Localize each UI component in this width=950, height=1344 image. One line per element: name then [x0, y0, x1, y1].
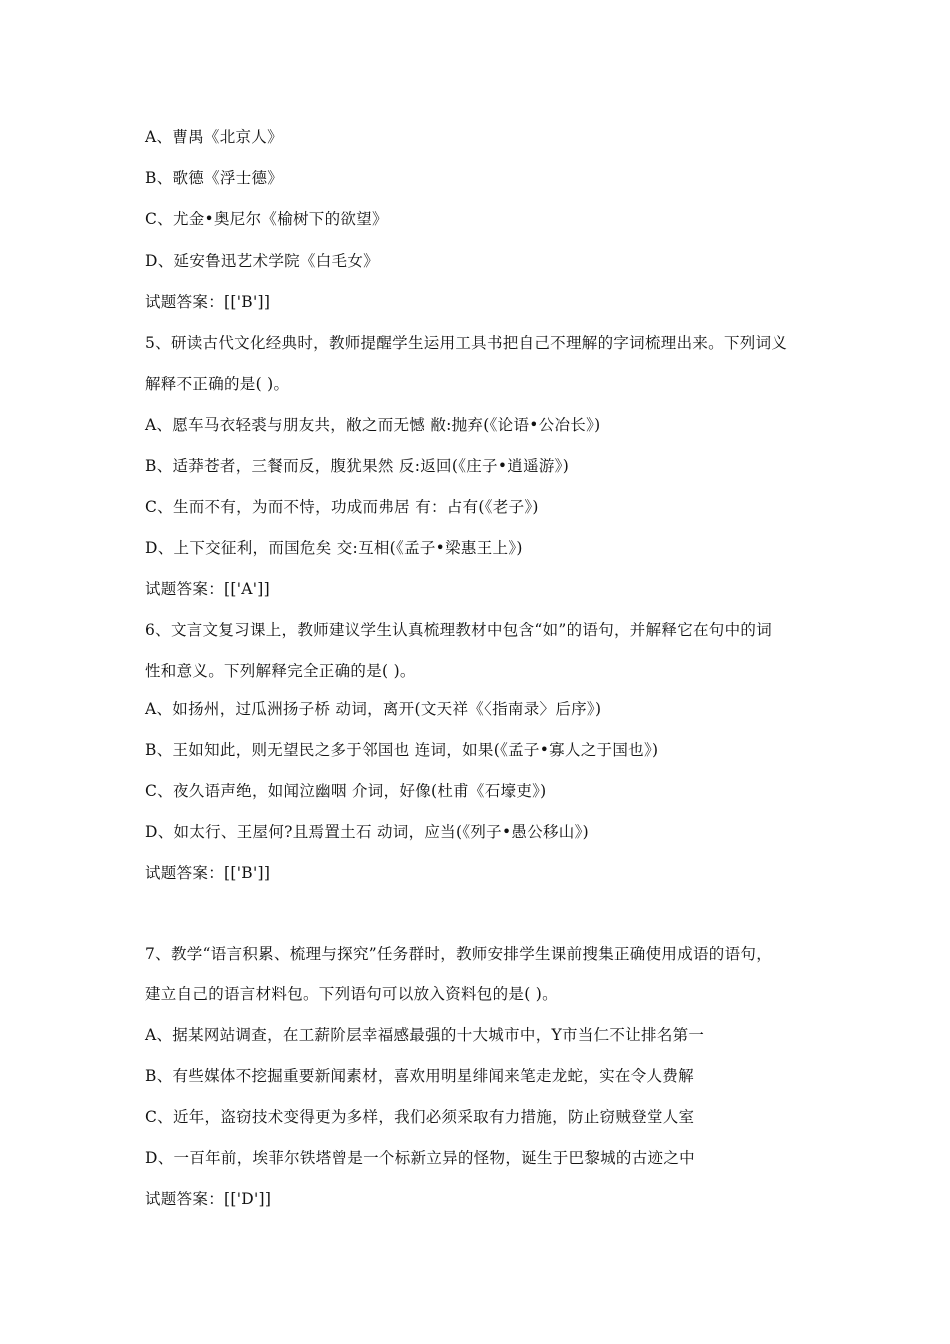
q4-option-b: B、歌德《浮士德》	[145, 169, 284, 187]
q6-option-d: D、如太行、王屋何?且焉置土石 动词，应当(《列子•愚公移山》)	[145, 823, 590, 841]
q7-option-b: B、有些媒体不挖掘重要新闻素材，喜欢用明星绯闻来笔走龙蛇，实在令人费解	[145, 1067, 694, 1085]
q5-answer: 试题答案：[['A']]	[145, 580, 271, 598]
q6-option-a: A、如扬州，过瓜洲扬子桥 动词，离开(文天祥《〈指南录〉后序》)	[145, 700, 602, 718]
q7-answer: 试题答案：[['D']]	[145, 1190, 272, 1208]
q6-option-b: B、王如知此，则无望民之多于邻国也 连词，如果(《孟子•寡人之于国也》)	[145, 741, 659, 759]
q5-option-b: B、适莽苍者，三餐而反，腹犹果然 反:返回(《庄子•逍遥游》)	[145, 457, 570, 475]
q4-option-c: C、尤金•奥尼尔《榆树下的欲望》	[145, 210, 388, 228]
q4-option-a: A、曹禺《北京人》	[145, 128, 283, 146]
q7-option-d: D、一百年前，埃菲尔铁塔曾是一个标新立异的怪物，诞生于巴黎城的古迹之中	[145, 1149, 695, 1167]
q6-answer: 试题答案：[['B']]	[145, 864, 271, 882]
q5-option-d: D、上下交征利，而国危矣 交:互相(《孟子•梁惠王上》)	[145, 539, 523, 557]
q5-stem-line2: 解释不正确的是( )。	[145, 375, 290, 393]
q6-option-c: C、夜久语声绝，如闻泣幽咽 介词，好像(杜甫《石壕吏》)	[145, 782, 547, 800]
q7-stem-line1: 7、教学“语言积累、梳理与探究”任务群时，教师安排学生课前搜集正确使用成语的语句，	[145, 945, 773, 963]
q7-stem-line2: 建立自己的语言材料包。下列语句可以放入资料包的是( )。	[145, 985, 558, 1003]
q4-answer: 试题答案：[['B']]	[145, 293, 271, 311]
q4-option-d: D、延安鲁迅艺术学院《白毛女》	[145, 252, 379, 270]
q5-stem-line1: 5、研读古代文化经典时，教师提醒学生运用工具书把自己不理解的字词梳理出来。下列词义	[145, 334, 788, 352]
q7-option-c: C、近年，盗窃技术变得更为多样，我们必须采取有力措施，防止窃贼登堂人室	[145, 1108, 695, 1126]
q6-stem-line2: 性和意义。下列解释完全正确的是( )。	[145, 662, 416, 680]
q7-option-a: A、据某网站调查，在工薪阶层幸福感最强的十大城市中，Y市当仁不让排名第一	[145, 1026, 705, 1044]
q6-stem-line1: 6、文言文复习课上，教师建议学生认真梳理教材中包含“如”的语句，并解释它在句中的词	[145, 621, 773, 639]
q5-option-c: C、生而不有，为而不恃，功成而弗居 有：占有(《老子》)	[145, 498, 539, 516]
q5-option-a: A、愿车马衣轻裘与朋友共，敝之而无憾 敝:抛弃(《论语•公冶长》)	[145, 416, 601, 434]
